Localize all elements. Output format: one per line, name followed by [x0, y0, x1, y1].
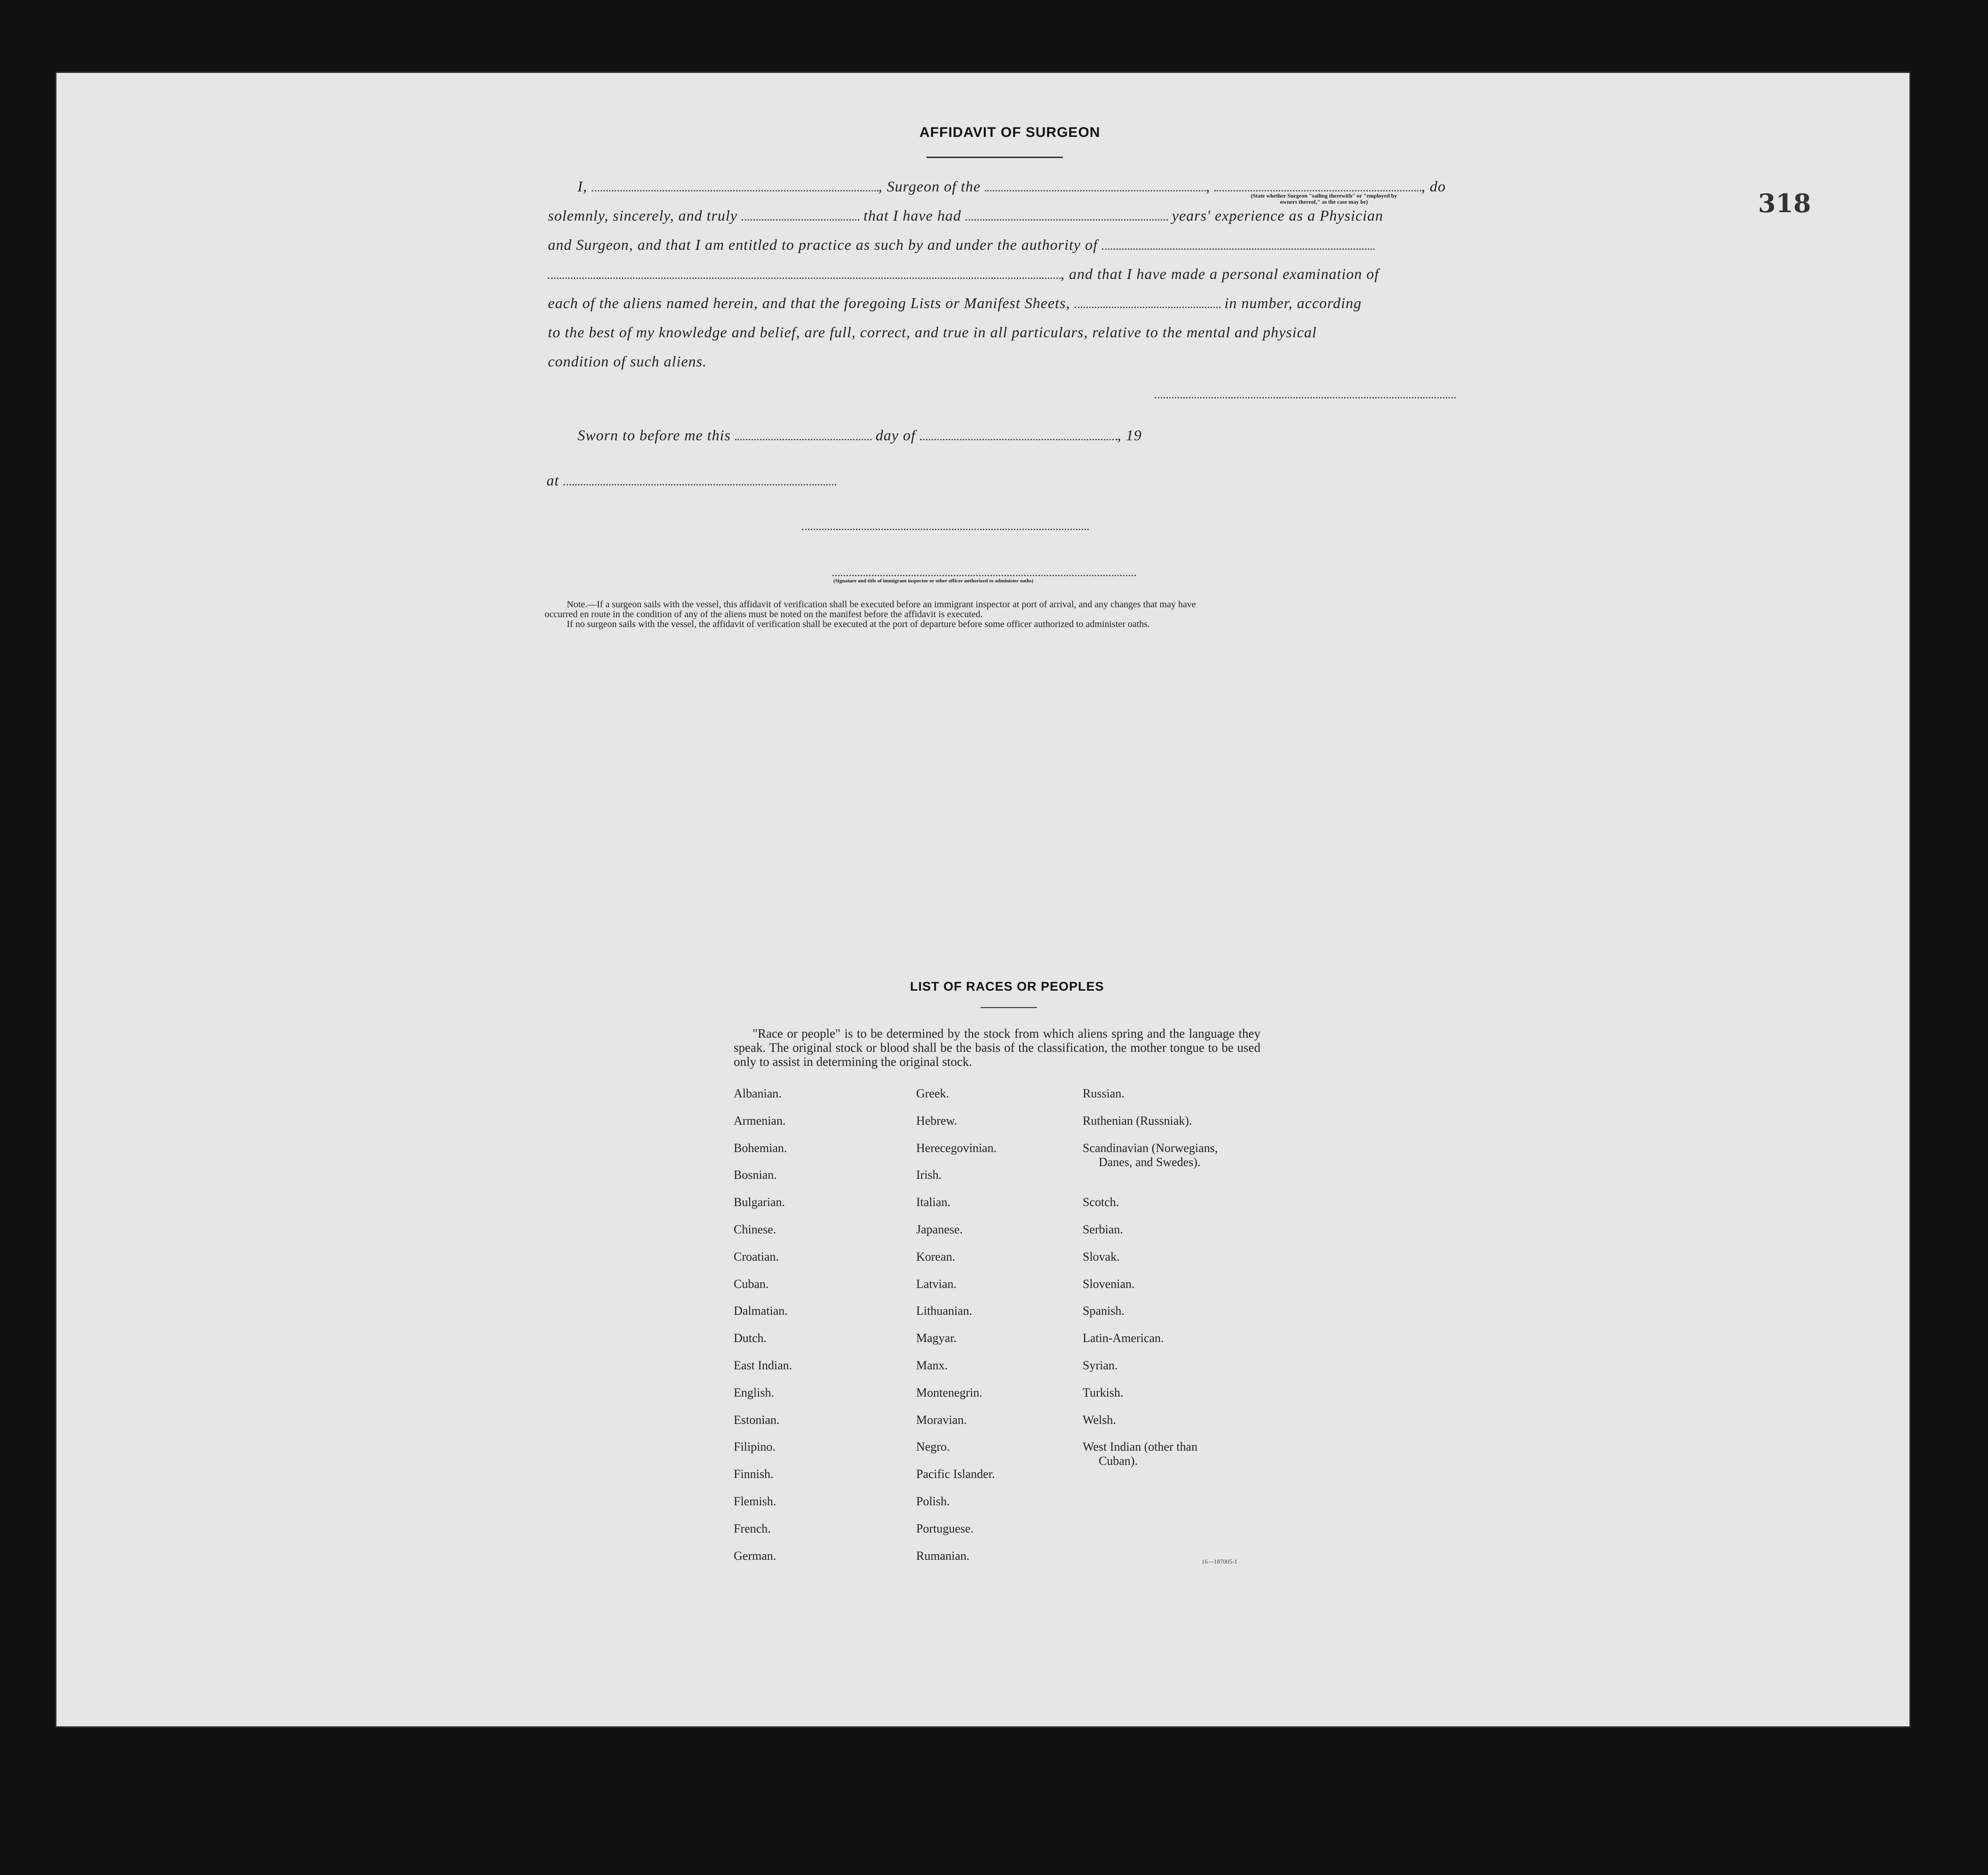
race-item: Russian. — [1083, 1087, 1125, 1100]
text-sworn: Sworn to before me this — [578, 427, 731, 444]
race-item: Magyar. — [916, 1331, 957, 1345]
text-comma: , — [1206, 178, 1211, 195]
affidavit-line-6: to the best of my knowledge and belief, are full, correct, and true in all particulars, relative to the mental and physical — [548, 324, 1317, 341]
place-field[interactable] — [563, 472, 836, 485]
text-aliens-named: each of the aliens named herein, and that the foregoing Lists or Manifest Sheets, — [548, 294, 1070, 311]
status-instruction — [1220, 193, 1427, 205]
race-item: Manx. — [916, 1359, 948, 1372]
race-item: Negro. — [916, 1440, 950, 1454]
race-item: French. — [734, 1521, 771, 1535]
text-do: , do — [1421, 178, 1446, 195]
races-title-underline — [981, 1007, 1037, 1008]
race-item: Bohemian. — [734, 1141, 787, 1155]
race-item: Montenegrin. — [916, 1385, 982, 1399]
oath-type-field[interactable] — [742, 207, 859, 221]
race-item: Cuban). — [1099, 1454, 1138, 1468]
race-item: Chinese. — [734, 1223, 776, 1236]
surgeon-name-field[interactable] — [592, 178, 879, 191]
sworn-day-field[interactable] — [735, 427, 871, 440]
affidavit-title: AFFIDAVIT OF SURGEON — [919, 125, 1101, 140]
form-code: 16—187005-1 — [1202, 1558, 1237, 1565]
race-item: Italian. — [916, 1195, 950, 1209]
race-item: Herecegovinian. — [916, 1141, 997, 1155]
race-item: Ruthenian (Russniak). — [1083, 1113, 1192, 1128]
race-item: Welsh. — [1083, 1413, 1116, 1427]
note-2: occurred en route in the condition of any of the aliens must be noted on the manifest before the affidavit is executed. — [545, 609, 983, 620]
text-i-have-had: that I have had — [863, 207, 961, 224]
text-day-of: day of — [875, 427, 916, 444]
race-item: Danes, and Swedes). — [1099, 1155, 1201, 1169]
affidavit-line-2 — [548, 207, 1383, 224]
note-3: If no surgeon sails with the vessel, the affidavit of verification shall be executed at the port of departure before some officer authorized to administer oaths. — [567, 619, 1150, 629]
race-item: Spanish. — [1083, 1304, 1125, 1318]
race-item: Japanese. — [916, 1223, 963, 1236]
race-item: Korean. — [916, 1249, 956, 1263]
race-item: Bulgarian. — [734, 1195, 785, 1209]
race-item: Slovenian. — [1083, 1277, 1135, 1291]
race-item: Estonian. — [734, 1413, 780, 1427]
text-year-19: , 19 — [1117, 427, 1142, 444]
race-item: Dalmatian. — [734, 1304, 788, 1318]
race-item: Bosnian. — [734, 1168, 777, 1182]
text-years-experience: years' experience as a Physician — [1172, 207, 1384, 224]
race-item: English. — [734, 1385, 774, 1399]
years-field[interactable] — [966, 207, 1168, 221]
signature-line-1[interactable] — [802, 529, 1089, 530]
title-underline — [927, 157, 1063, 158]
race-item: East Indian. — [734, 1359, 792, 1372]
races-title: LIST OF RACES OR PEOPLES — [910, 979, 1104, 993]
text-personal-examination: , and that I have made a personal examination of — [1061, 265, 1379, 282]
race-item: Latin-American. — [1083, 1331, 1164, 1345]
status-instruction-1: (State whether Surgeon "sailing therewith" or "employed by — [1251, 192, 1397, 199]
authority-field-1[interactable] — [1102, 236, 1375, 250]
race-item: Polish. — [916, 1494, 950, 1508]
sheet-count-field[interactable] — [1075, 294, 1220, 308]
race-item: Lithuanian. — [916, 1304, 973, 1318]
affidavit-line-5 — [548, 294, 1362, 312]
race-item: Finnish. — [734, 1467, 774, 1481]
race-item: Rumanian. — [916, 1549, 970, 1563]
signature-caption: (Signature and title of immigrant inspector or other officer authorized to administer oaths) — [833, 578, 1034, 584]
race-item: West Indian (other than — [1083, 1440, 1198, 1454]
race-item: Irish. — [916, 1168, 942, 1182]
text-in-number: in number, according — [1224, 294, 1362, 311]
text-solemnly: solemnly, sincerely, and truly — [548, 207, 737, 224]
vessel-name-field[interactable] — [985, 178, 1206, 191]
race-item: Armenian. — [734, 1113, 786, 1128]
race-item: Syrian. — [1083, 1359, 1118, 1372]
surgeon-status-field[interactable] — [1214, 178, 1421, 191]
race-item: Cuban. — [734, 1277, 769, 1291]
race-item: Dutch. — [734, 1331, 767, 1345]
race-item: Filipino. — [734, 1440, 776, 1454]
note-1: Note.—If a surgeon sails with the vessel, this affidavit of verification shall be executed before an immigrant inspector at port of arrival, and any changes that may have — [567, 599, 1196, 610]
race-item: Slovak. — [1083, 1249, 1120, 1263]
affidavit-line-7: condition of such aliens. — [548, 353, 707, 370]
affidavit-line-4 — [548, 265, 1379, 283]
race-item: German. — [734, 1549, 776, 1563]
status-instruction-2: owners thereof," as the case may be) — [1280, 199, 1368, 205]
authority-field-2[interactable] — [548, 265, 1061, 279]
race-item: Hebrew. — [916, 1113, 958, 1128]
text-i: I, — [578, 178, 587, 195]
race-item: Pacific Islander. — [916, 1467, 995, 1481]
race-item: Turkish. — [1083, 1385, 1124, 1399]
race-item: Moravian. — [916, 1413, 967, 1427]
races-intro: "Race or people" is to be determined by the stock from which aliens spring and the language they speak. The original stock or blood shall be the basis of the classification, the mother tongue to be used only to assist in determining the original stock. — [734, 1026, 1260, 1069]
race-item: Serbian. — [1083, 1223, 1123, 1236]
race-item: Albanian. — [734, 1087, 782, 1100]
at-line — [547, 472, 836, 489]
race-item: Scotch. — [1083, 1195, 1119, 1209]
text-authority: and Surgeon, and that I am entitled to practice as such by and under the authority of — [548, 236, 1098, 253]
surgeon-signature-line[interactable] — [1155, 397, 1456, 398]
race-item: Latvian. — [916, 1277, 957, 1291]
signature-line-2[interactable] — [832, 575, 1136, 576]
sworn-line — [578, 427, 1142, 444]
race-item: Croatian. — [734, 1249, 779, 1263]
text-surgeon-of: , Surgeon of the — [878, 178, 981, 195]
sworn-month-field[interactable] — [920, 427, 1117, 440]
text-at: at — [547, 472, 559, 489]
race-item: Greek. — [916, 1087, 950, 1100]
race-item: Scandinavian (Norwegians, — [1083, 1141, 1218, 1155]
page-number: 318 — [1758, 188, 1811, 218]
affidavit-line-3 — [548, 236, 1375, 254]
race-item: Flemish. — [734, 1494, 776, 1508]
race-item: Portuguese. — [916, 1521, 974, 1535]
